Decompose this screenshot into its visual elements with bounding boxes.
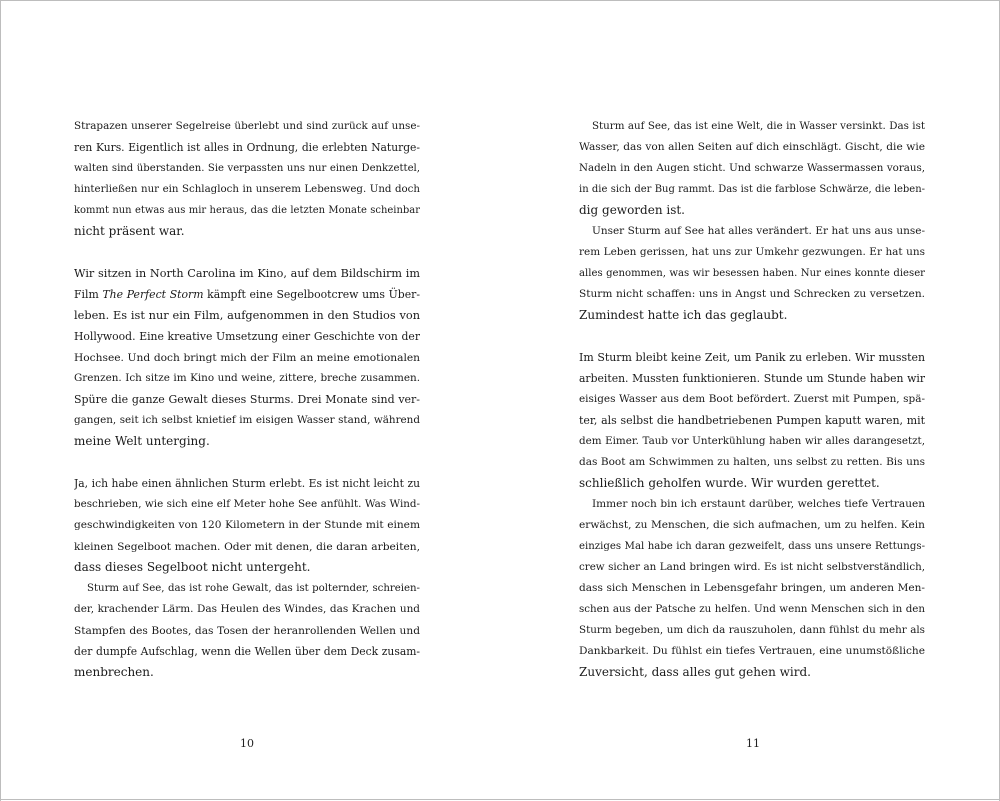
text-line: Im Sturm bleibt keine Zeit, um Panik zu erleben. Wir mussten: [579, 351, 925, 364]
text-run: kämpft eine Segelbootcrew ums Über-: [203, 288, 420, 301]
text-line: kleinen Segelboot machen. Oder mit denen, die daran arbeiten,: [74, 540, 420, 553]
text-line: eisiges Wasser aus dem Boot befördert. Zuerst mit Pumpen, spä-: [579, 393, 925, 405]
text-line: beschrieben, wie sich eine elf Meter hohe See anfühlt. Was Wind-: [74, 498, 420, 510]
text-line: Sturm auf See, das ist eine Welt, die in Wasser versinkt. Das ist: [592, 120, 925, 132]
text-line: Sturm auf See, das ist rohe Gewalt, das ist polternder, schreien-: [87, 583, 420, 594]
text-line: arbeiten. Mussten funktionieren. Stunde um Stunde haben wir: [579, 372, 925, 385]
text-line: hinterließen nur ein Schlagloch in unserem Lebensweg. Und doch: [74, 184, 420, 195]
page-number-left: 10: [240, 737, 254, 750]
text-line: Sturm nicht schaffen: uns in Angst und Schrecken zu versetzen.: [579, 288, 925, 300]
text-line: alles genommen, was wir besessen haben. Nur eines konnte dieser: [579, 268, 925, 279]
text-line: ter, als selbst die handbetriebenen Pumpen kaputt waren, mit: [579, 414, 925, 427]
page-number-right: 11: [746, 737, 760, 750]
page-right: [500, 1, 1000, 801]
text-line: Sturm begeben, um dich da rauszuholen, dann fühlst du mehr als: [579, 624, 925, 636]
text-line: dem Eimer. Taub vor Unterkühlung haben wir alles darangesetzt,: [579, 435, 925, 447]
text-line: geschwindigkeiten von 120 Kilometern in der Stunde mit einem: [74, 519, 420, 531]
text-line: crew sicher an Land bringen wird. Es ist nicht selbstverständlich,: [579, 561, 925, 573]
text-line: Spüre die ganze Gewalt dieses Sturms. Drei Monate sind ver-: [74, 393, 420, 406]
text-line: das Boot am Schwimmen zu halten, uns selbst zu retten. Bis uns: [579, 456, 925, 468]
text-line: Grenzen. Ich sitze im Kino und weine, zittere, breche zusammen.: [74, 372, 420, 384]
text-line: Stampfen des Bootes, das Tosen der heranrollenden Wellen und: [74, 624, 420, 637]
text-line: leben. Es ist nur ein Film, aufgenommen in den Studios von: [74, 308, 420, 322]
text-line: dig geworden ist.: [579, 203, 685, 217]
text-line: gangen, seit ich selbst knietief im eisigen Wasser stand, während: [74, 414, 420, 426]
text-line: Zuversicht, dass alles gut gehen wird.: [579, 665, 811, 679]
text-line: Hochsee. Und doch bringt mich der Film an meine emotionalen: [74, 351, 420, 364]
text-line: Zumindest hatte ich das geglaubt.: [579, 308, 788, 322]
text-run: Film: [74, 288, 103, 301]
text-line: Wir sitzen in North Carolina im Kino, auf dem Bildschirm im: [74, 267, 420, 280]
text-line: Dankbarkeit. Du fühlst ein tiefes Vertrauen, eine unumstößliche: [579, 645, 925, 657]
text-line: einziges Mal habe ich daran gezweifelt, dass uns unsere Rettungs-: [579, 541, 925, 552]
text-line: der dumpfe Aufschlag, wenn die Wellen über dem Deck zusam-: [74, 645, 420, 658]
text-line: nicht präsent war.: [74, 224, 185, 238]
text-line: Strapazen unserer Segelreise überlebt und sind zurück auf unse-: [74, 120, 420, 132]
text-line: Ja, ich habe einen ähnlichen Sturm erlebt. Es ist nicht leicht zu: [74, 477, 420, 490]
text-line: kommt nun etwas aus mir heraus, das die letzten Monate scheinbar: [74, 205, 420, 216]
text-line: Immer noch bin ich erstaunt darüber, welches tiefe Vertrauen: [592, 498, 925, 510]
text-line: schließlich geholfen wurde. Wir wurden gerettet.: [579, 476, 880, 490]
text-line: erwächst, zu Menschen, die sich aufmachen, um zu helfen. Kein: [579, 519, 925, 531]
text-line: meine Welt unterging.: [74, 434, 210, 448]
text-line: dass sich Menschen in Lebensgefahr bringen, um anderen Men-: [579, 582, 925, 594]
film-title: The Perfect Storm: [102, 288, 204, 301]
text-line: walten sind überstanden. Sie verpassten uns nur einen Denkzettel,: [74, 163, 420, 174]
text-line: Wasser, das von allen Seiten auf dich einschlägt. Gischt, die wie: [579, 141, 925, 153]
text-line: dass dieses Segelboot nicht untergeht.: [74, 560, 311, 574]
text-line: menbrechen.: [74, 665, 154, 679]
text-line: rem Leben gerissen, hat uns zur Umkehr gezwungen. Er hat uns: [579, 246, 925, 258]
text-line: schen aus der Patsche zu helfen. Und wenn Menschen sich in den: [579, 603, 925, 615]
text-line: Nadeln in den Augen sticht. Und schwarze Wassermassen voraus,: [579, 162, 925, 174]
text-line-with-film-title: [74, 284, 420, 305]
text-line: der, krachender Lärm. Das Heulen des Windes, das Krachen und: [74, 603, 420, 615]
text-line: ren Kurs. Eigentlich ist alles in Ordnung, die erlebten Naturge-: [74, 141, 420, 154]
text-line: in die sich der Bug rammt. Das ist die farblose Schwärze, die leben-: [579, 184, 925, 195]
text-line: Hollywood. Eine kreative Umsetzung einer Geschichte von der: [74, 330, 420, 343]
page-left: [0, 1, 500, 801]
text-line: Unser Sturm auf See hat alles verändert. Er hat uns aus unse-: [592, 225, 925, 237]
